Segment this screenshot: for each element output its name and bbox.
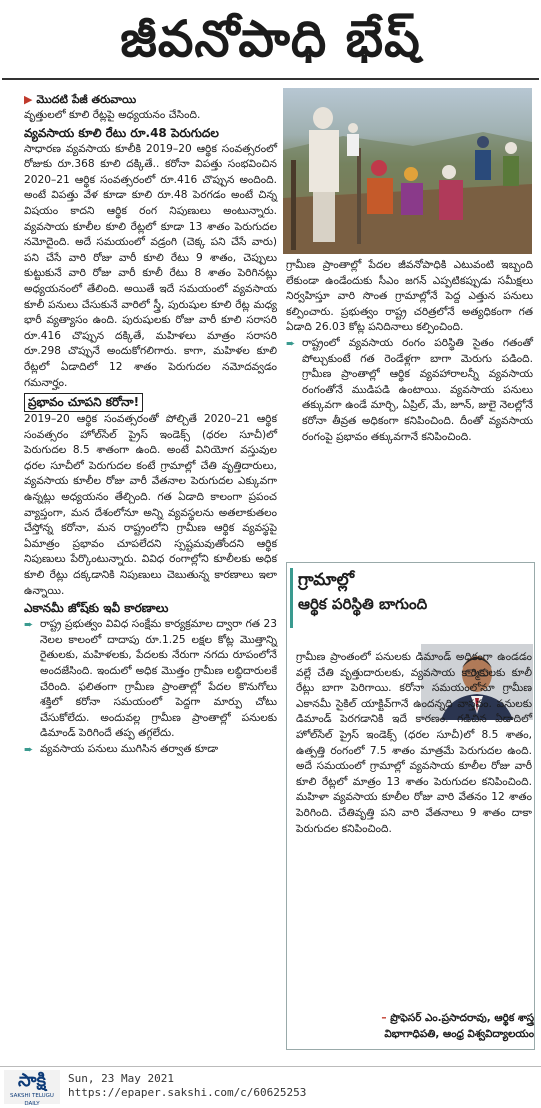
paragraph: 2019–20 ఆర్థిక సంవత్సరంతో పోల్చితే 2020–21 ఆర్థిక సంవత్సరం హోల్‌సేల్ ప్రైస్ ఇండెక్స్ (ధరల సూచీ)లో పెరుగుదల 8.5 శాతంగా ఉంది. అంటే వినియోగ వస్తువుల ధరల సూచీలో పెరుగుదల కంటే గ్రామాల్లో చేతి వృత్తిదారులు, వ్యవసాయ కూలీల రోజు వారీ వేతనాల పెరుగుదల ఎక్కువగా ఉన్నట్లు అధ్యయనం తేల్చింది. గత ఏడాది కాలంగా ప్రపంచ వ్యాప్తంగా, మన దేశంలోనూ అన్ని వ్యవస్థలను అతలాకుతలం చేస్తోన్న కరోనా, మన రాష్ట్రంలోని గ్రామీణ ఆర్థిక వ్యవస్థపై ఏమాత్రం ప్రభావం చూపలేదని స్పష్టమవుతోందని ఆర్థిక నిపుణులు పేర్కొంటున్నారు. వివిధ రంగాల్లోని కూలీలకు అధిక కూలి రేట్లు దక్కడానికి నిపుణులు చెబుతున్న కారణాలు ఇలా ఉన్నాయి. <box>24 413 277 597</box>
footer-info <box>68 1072 306 1100</box>
subheading: ఎకానమీ జోష్‌కు ఇవీ కారణాలు <box>24 601 169 616</box>
box-title-line2: ఆర్థిక పరిస్థితి బాగుంది <box>298 595 428 613</box>
subheading: వ్యవసాయ కూలి రేటు రూ.48 పెరుగుదల <box>24 125 219 140</box>
farm-workers-photo <box>283 88 532 254</box>
bullet-paragraph: ➨ రాష్ట్రంలో వ్యవసాయ రంగం పరిస్థితి సైతం గతంతో పోల్చుకుంటే గత రెండేళ్లగా బాగా మెరుగు పడింది. గ్రామీణ ప్రాంతాల్లో ఆర్థిక వ్యవహారాలన్నీ వ్యవసాయ రంగంతోనే ముడిపడి ఉంటాయి. వ్యవసాయ పనులు తక్కువగా ఉండే మార్చి, ఏప్రిల్, మే, జూన్, జులై నెలల్లోనే కరోనా తీవ్రత అధికంగా కనిపించింది. దీంతో వ్యవసాయ రంగంపై ప్రభావం తక్కువగానే కనిపించింది. <box>286 336 533 443</box>
bullet-paragraph: ➨ వ్యవసాయ పనులు ముగిసిన తర్వాత కూడా <box>24 742 219 756</box>
dash-icon: – <box>381 1012 391 1024</box>
headline-rule <box>2 78 539 80</box>
bullet-paragraph: ➨ రాష్ట్ర ప్రభుత్వం వివిధ సంక్షేమ కార్యక్రమాల ద్వారా గత 23 నెలల కాలంలో దాదాపు రూ.1.25 లక్షల కోట్ల మొత్తాన్ని రైతులకు, మహిళలకు, పేదలకు నేరుగా నగదు రూపంలోనే అందజేసింది. ఇందులో అధిక మొత్తం గ్రామీణ లబ్ధిదారులకే చేరింది. ఫలితంగా గ్రామీణ ప్రాంతాల్లో పేదల కొనుగోలు శక్తిలో కరోనా సమయంలో పెద్దగా మార్పు చోటు చేసుకోలేదు. అందువల్ల గ్రామీణ ప్రాంతాల్లో పనులకు డిమాండ్ పెరిగిందే తప్ప తగ్గలేదు. <box>24 618 277 740</box>
left-column <box>24 92 277 758</box>
footer-url[interactable]: https://epaper.sakshi.com/c/60625253 <box>68 1086 307 1099</box>
headline: జీవనోపాధి భేష్ <box>120 10 421 68</box>
paragraph: వృత్తులలో కూలి రేట్లపై అధ్యయనం చేసింది. <box>24 109 201 121</box>
paragraph: గ్రామీణ ప్రాంతాల్లో పేదల జీవనోపాధికి ఎటువంటి ఇబ్బంది లేకుండా ఉండేందుకు సీఎం జగన్ ఎప్పటికప్పుడు సమీక్షలు నిర్వహిస్తూ వారి సొంత గ్రామాల్లోనే పెద్ద ఎత్తున పనులు కల్పించారు. ప్రభుత్వం రాష్ట్ర చరిత్రలోనే అత్యధికంగా గత ఏడాది 26.03 కోట్ల పనిదినాలు కల్పించింది. <box>286 259 533 334</box>
box-paragraph: గ్రామీణ ప్రాంతంలో పనులకు డిమాండ్ అధికంగా ఉండడం వల్లే చేతి వృత్తుదారులకు, వ్యవసాయ కార్మికులకు కూలీ రేట్లు బాగా పెరిగాయి. కరోనా సమయంలోనూ గ్రామీణ ఎకానమీ సైకిల్ యాక్టివ్‌గానే ఉందన్నది వాస్తవం. పనులకు డిమాండ్ పెరగడానికి ఇదే కారణం. గడిచిన ఏడాదిలో హోల్‌సేల్ ప్రైస్ ఇండెక్స్ (ధరల సూచీ)లో 8.5 శాతం, ఉత్పత్తి రంగంలో 7.5 శాతం మాత్రమే పెరుగుదల ఉంది. అదే సమయంలో గ్రామాల్లో వ్యవసాయ కూలీల రోజు వారీ కూలి రేట్లలో మాత్రం 13 శాతం పెరుగుదల కనిపించింది. మహిళా వ్యవసాయ కూలీల రోజు వారి వేతనం 12 శాతం పెరిగింది. చేతివృత్తి పని వారి వేతనాలు 9 శాతం దాకా పెరుగుదల కనిపించింది. <box>296 651 532 835</box>
arrow-bullet-icon: ➨ <box>24 742 34 756</box>
paragraph: సాధారణ వ్యవసాయ కూలీకి 2019–20 ఆర్థిక సంవత్సరంలో రోజుకు రూ.368 కూలి దక్కితే.. కరోనా విపత్తు సంభవించిన 2020–21 ఆర్థిక సంవత్సరంలో రూ.416 చొప్పున అందింది. అంటే విపత్తు వేళ కూడా కూలి రూ.48 పెరగడం అంటే చిన్న విషయం కాదని ఆర్థిక రంగ నిపుణులు అంటున్నారు. వ్యవసాయ కూలీల కూలి రేట్లలో కూడా 13 శాతం పెరుగుదల నమోదైంది. అదే సమయంలో వడ్రంగి (చెక్క పని చేసే వారు) పని చేసే వారి రోజు వారీ కూలి రేటు 9 శాతం, చెప్పులు కుట్టుకునే వారి రోజు వారీ కూలీ రేటు 8 శాతం పెరిగినట్లు అధ్యయనంలో తేలింది. అయితే ఇదే సమయంలో వ్యవసాయ కూలీ పనులు చేసుకునే వారిలో స్త్రీ, పురుషుల కూలి రేట్ల మధ్య భారీ వ్యత్యాసం ఉంది. పురుషులకు రోజు వారీ కూలి సరాసరి రూ.416 చొప్పున దక్కితే, మహిళలు మాత్రం సరాసరి రూ.298 చొప్పునే అందుకోగలిగారు. కాగా, మహిళల కూలి రేట్లలో ఏడాదిలో 12 శాతం పెరుగుదల నమోదవ్వడం గమనార్హం. <box>24 142 277 389</box>
box-body <box>296 650 532 837</box>
boxed-subheading: ప్రభావం చూపని కరోనా! <box>24 393 143 412</box>
attribution-dept: విభాగాధిపతి, ఆంధ్ర విశ్వవిద్యాలయం <box>384 1028 534 1040</box>
right-column <box>286 258 533 445</box>
arrow-bullet-icon: ➨ <box>286 336 296 350</box>
footer-date: Sun, 23 May 2021 <box>68 1072 174 1085</box>
arrow-bullet-icon: ➨ <box>24 618 34 632</box>
box-heading <box>290 568 531 636</box>
box-title-line1: గ్రామాల్లో <box>298 570 355 590</box>
sakshi-logo: సాక్షి SAKSHI TELUGU DAILY <box>4 1070 60 1104</box>
triangle-icon: ▶ <box>24 93 33 106</box>
attribution-name: ప్రొఫెసర్ ఎం.ప్రసాదరావు, ఆర్థిక శాస్త్ర <box>390 1012 534 1024</box>
accent-bar <box>290 568 293 628</box>
continuation-note: ▶ మొదటి పేజీ తరువాయి <box>24 93 137 106</box>
attribution <box>296 1010 534 1042</box>
